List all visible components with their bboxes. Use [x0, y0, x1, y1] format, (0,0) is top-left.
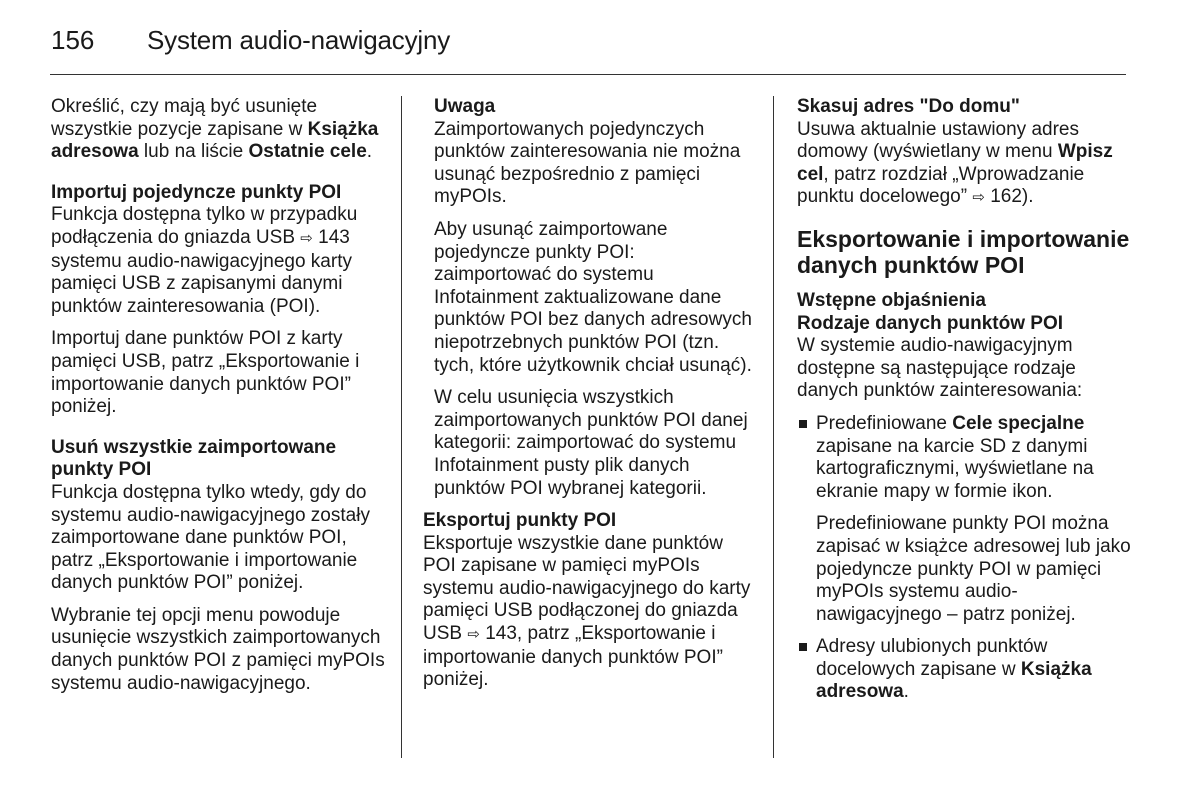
- bullet-icon: [799, 643, 807, 651]
- subheading-poi-types: Rodzaje danych punktów POI: [797, 312, 1064, 334]
- menu-term: Książka adresowa: [816, 658, 1092, 703]
- subheading-export: Eksportuj punkty POI: [423, 510, 617, 532]
- paragraph: Eksportuje wszystkie dane punktów POI zapisane w pamięci myPOIs systemu audio-nawigacyjnego do karty pamięci USB podłączonej do gniazda USB ⇨ 143, patrz „Eksportowanie i importowanie danych punktów POI” poniżej.: [423, 532, 751, 691]
- column-divider: [401, 96, 402, 758]
- section-title: Eksportowanie i importowanie danych punktów POI: [797, 225, 1130, 278]
- column-divider: [773, 96, 774, 758]
- list-item: Predefiniowane Cele specjalne zapisane na karcie SD z danymi kartograficznymi, wyświetlane na ekranie mapy w formie ikon. Predefiniowane punkty POI można zapisać w książce adresowej lub jako pojedyncze punkty POI w pamięci myPOIs systemu audio-nawigacyjnego – patrz poniżej.: [797, 413, 1132, 626]
- bullet-icon: [799, 420, 807, 428]
- paragraph: Funkcja dostępna tylko wtedy, gdy do systemu audio-nawigacyjnego zostały zaimportowane dane punktów POI, patrz „Eksportowanie i importowanie danych punktów POI” poniżej.: [51, 481, 370, 594]
- page-number: 156: [51, 25, 95, 55]
- note-heading: Uwaga: [434, 96, 496, 117]
- intro-paragraph: Określić, czy mają być usunięte wszystkie pozycje zapisane w Książka adresowa lub na liście Ostatnie cele.: [51, 96, 379, 163]
- list-item: Adresy ulubionych punktów docelowych zapisane w Książka adresowa.: [797, 636, 1132, 704]
- page-header: [50, 22, 1126, 62]
- page-reference: 162: [990, 186, 1022, 208]
- menu-term: Wpisz cel: [797, 141, 1113, 185]
- page-title: System audio-nawigacyjny: [147, 25, 451, 55]
- reference-arrow-icon: ⇨: [972, 189, 985, 207]
- list-item-extra: Predefiniowane punkty POI można zapisać w książce adresowej lub jako pojedyncze punkty POI w pamięci myPOIs systemu audio-nawigacyjnego – patrz poniżej.: [816, 513, 1131, 625]
- menu-term: Książka adresowa: [51, 118, 379, 163]
- subheading-delete-all: Usuń wszystkie zaimportowane punkty POI: [51, 436, 337, 481]
- column-middle: [423, 96, 753, 702]
- reference-arrow-icon: ⇨: [467, 626, 480, 644]
- subheading-intro: Wstępne objaśnienia: [797, 289, 986, 311]
- paragraph: Usuwa aktualnie ustawiony adres domowy (wyświetlany w menu Wpisz cel, patrz rozdział „Wprowadzanie punktu docelowego” ⇨ 162).: [797, 119, 1132, 210]
- page-reference: 143: [485, 623, 517, 645]
- column-right: [797, 96, 1132, 714]
- note-paragraph: W celu usunięcia wszystkich zaimportowanych punktów POI danej kategorii: zaimportować do systemu Infotainment pusty plik danych punktów POI wybranej kategorii.: [434, 387, 748, 499]
- paragraph: Wybranie tej opcji menu powoduje usunięcie wszystkich zaimportowanych danych punktów POI z pamięci myPOIs systemu audio-nawigacyjnego.: [51, 604, 385, 694]
- note-box: [423, 96, 753, 500]
- note-paragraph: Aby usunąć zaimportowane pojedyncze punkty POI: zaimportować do systemu Infotainment zaktualizowane dane punktów POI bez danych adresowych niepotrzebnych punktów POI (tzn. tych, które użytkownik chciał usunąć).: [434, 218, 752, 376]
- reference-arrow-icon: ⇨: [300, 229, 313, 247]
- column-left: [51, 96, 386, 705]
- menu-term: Ostatnie cele: [248, 141, 367, 163]
- page-reference: 143: [318, 226, 350, 248]
- subheading-delete-home: Skasuj adres "Do domu": [797, 96, 1020, 117]
- paragraph: Importuj dane punktów POI z karty pamięci USB, patrz „Eksportowanie i importowanie danych punktów POI” poniżej.: [51, 328, 360, 418]
- subheading-import: Importuj pojedyncze punkty POI: [51, 181, 342, 203]
- paragraph: Funkcja dostępna tylko w przypadku podłączenia do gniazda USB ⇨ 143 systemu audio-nawigacyjnego karty pamięci USB z zapisanymi danymi punktów zainteresowania (POI).: [51, 204, 358, 317]
- menu-term: Cele specjalne: [952, 412, 1085, 434]
- header-rule: [50, 74, 1126, 75]
- paragraph: W systemie audio-nawigacyjnym dostępne są następujące rodzaje danych punktów zainteresowania:: [797, 335, 1083, 402]
- note-paragraph: Zaimportowanych pojedynczych punktów zainteresowania nie można usunąć bezpośrednio z pamięci myPOIs.: [434, 118, 741, 208]
